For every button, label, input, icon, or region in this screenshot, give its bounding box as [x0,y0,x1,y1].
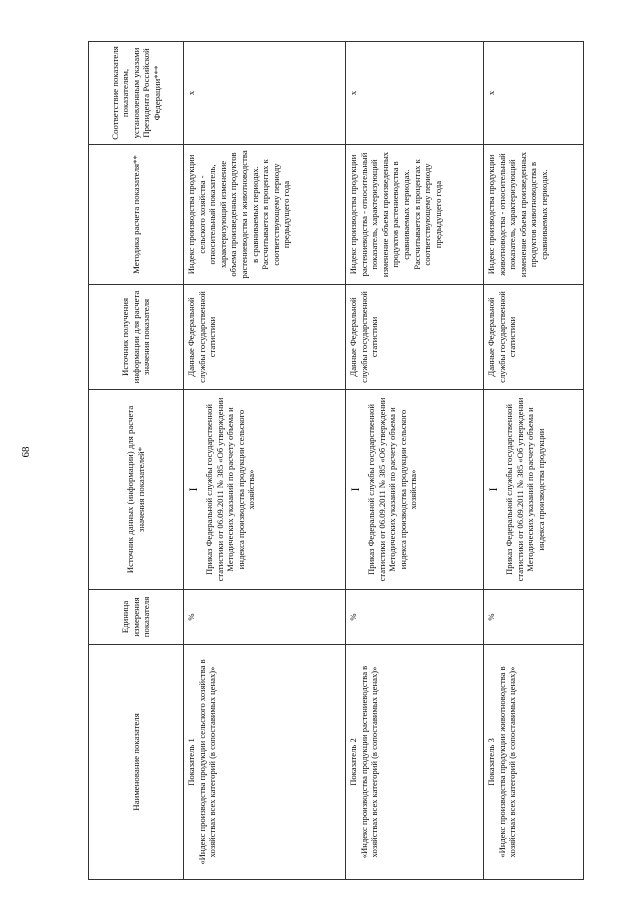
indicator-title: Показатель 2 [348,738,358,786]
indicator-name-cell [184,645,346,880]
indicators-table [88,41,584,880]
header-info-source: Источник получения информации для расчета значения показателя [89,285,184,390]
table-header-row [89,42,184,880]
table-row [484,42,584,880]
decree-cell: х [346,42,484,145]
indicator-title: Показатель 1 [186,738,196,786]
source-mark: I [186,487,200,492]
source-mark: I [486,487,500,492]
header-method: Методика расчета показателя** [89,145,184,285]
header-unit: Единица измерения показателя [89,590,184,645]
method: Индекс производства продукции животноводства - относительный показатель, характеризующий изменение объема произведенных продуктов животноводства в сравниваемых периодах. [486,151,549,278]
data-source: Приказ Федеральной службы государственной статистики от 06.09.2011 № 385 «Об утверждении Методических указаний по расчету объема и индекса производства продукции сельского хозяйства» [366,397,419,582]
data-source: Приказ Федеральной службы государственной статистики от 06.09.2011 № 385 «Об утверждении Методических указаний по расчету объема и индекса производства продукции сельского хозяйства» [204,397,257,582]
data-source-cell [484,390,584,590]
table-row [346,42,484,880]
page-number: 68 [20,446,32,458]
table-row [184,42,346,880]
indicator-title: Показатель 3 [486,738,496,786]
data-source-cell [346,390,484,590]
method-cell: Индекс производства продукции растениеводства - относительный показатель, характеризующий изменение объема произведенных продуктов растениеводства в сравниваемых периодах. Рассчитывается в процентах к соответствующему периоду предыдущего года [346,145,484,285]
data-source: Приказ Федеральной службы государственной статистики от 06.09.2011 № 385 «Об утверждении Методических указаний по расчету объема и индекса производства продукции [504,397,546,582]
indicator-name: «Индекс производства продукции сельского хозяйства в хозяйствах всех категорий (в сопоставимых ценах)» [196,659,218,865]
source-mark: I [348,487,362,492]
info-source-cell: Данные Федеральной службы государственной статистики [346,285,484,390]
info-source: Данные Федеральной службы государственной статистики [486,291,518,383]
indicator-name: «Индекс производства продукции растениеводства в хозяйствах всех категорий (в сопоставимых ценах)» [358,665,380,859]
header-name: Наименование показателя [89,645,184,880]
decree-cell: х [484,42,584,145]
unit-cell: % [184,590,346,645]
header-data-source: Источник данных (информации) для расчета значения показателей* [89,390,184,590]
indicator-name-cell [346,645,484,880]
info-source-cell: Данные Федеральной службы государственной статистики [184,285,346,390]
indicator-name-cell [484,645,584,880]
unit-cell: % [346,590,484,645]
data-source-cell [184,390,346,590]
indicators-table-rotated [88,42,583,880]
method-cell: Индекс производства продукции сельского хозяйства - относительный показатель, характеризующий изменение объема произведенных продуктов растениеводства и животноводства в сравниваемых периодах. Рассчитывается в процентах к соответствующему периоду предыдущего года [184,145,346,285]
indicator-name: «Индекс производства продукции животноводства в хозяйствах всех категорий (в сопоставимых ценах)» [496,666,518,858]
header-decree: Соответствие показателя показателям, установленным указами Президента Российской Федерации*** [89,42,184,145]
info-source-cell [484,285,584,390]
method-cell [484,145,584,285]
decree-cell: х [184,42,346,145]
unit-cell: % [484,590,584,645]
